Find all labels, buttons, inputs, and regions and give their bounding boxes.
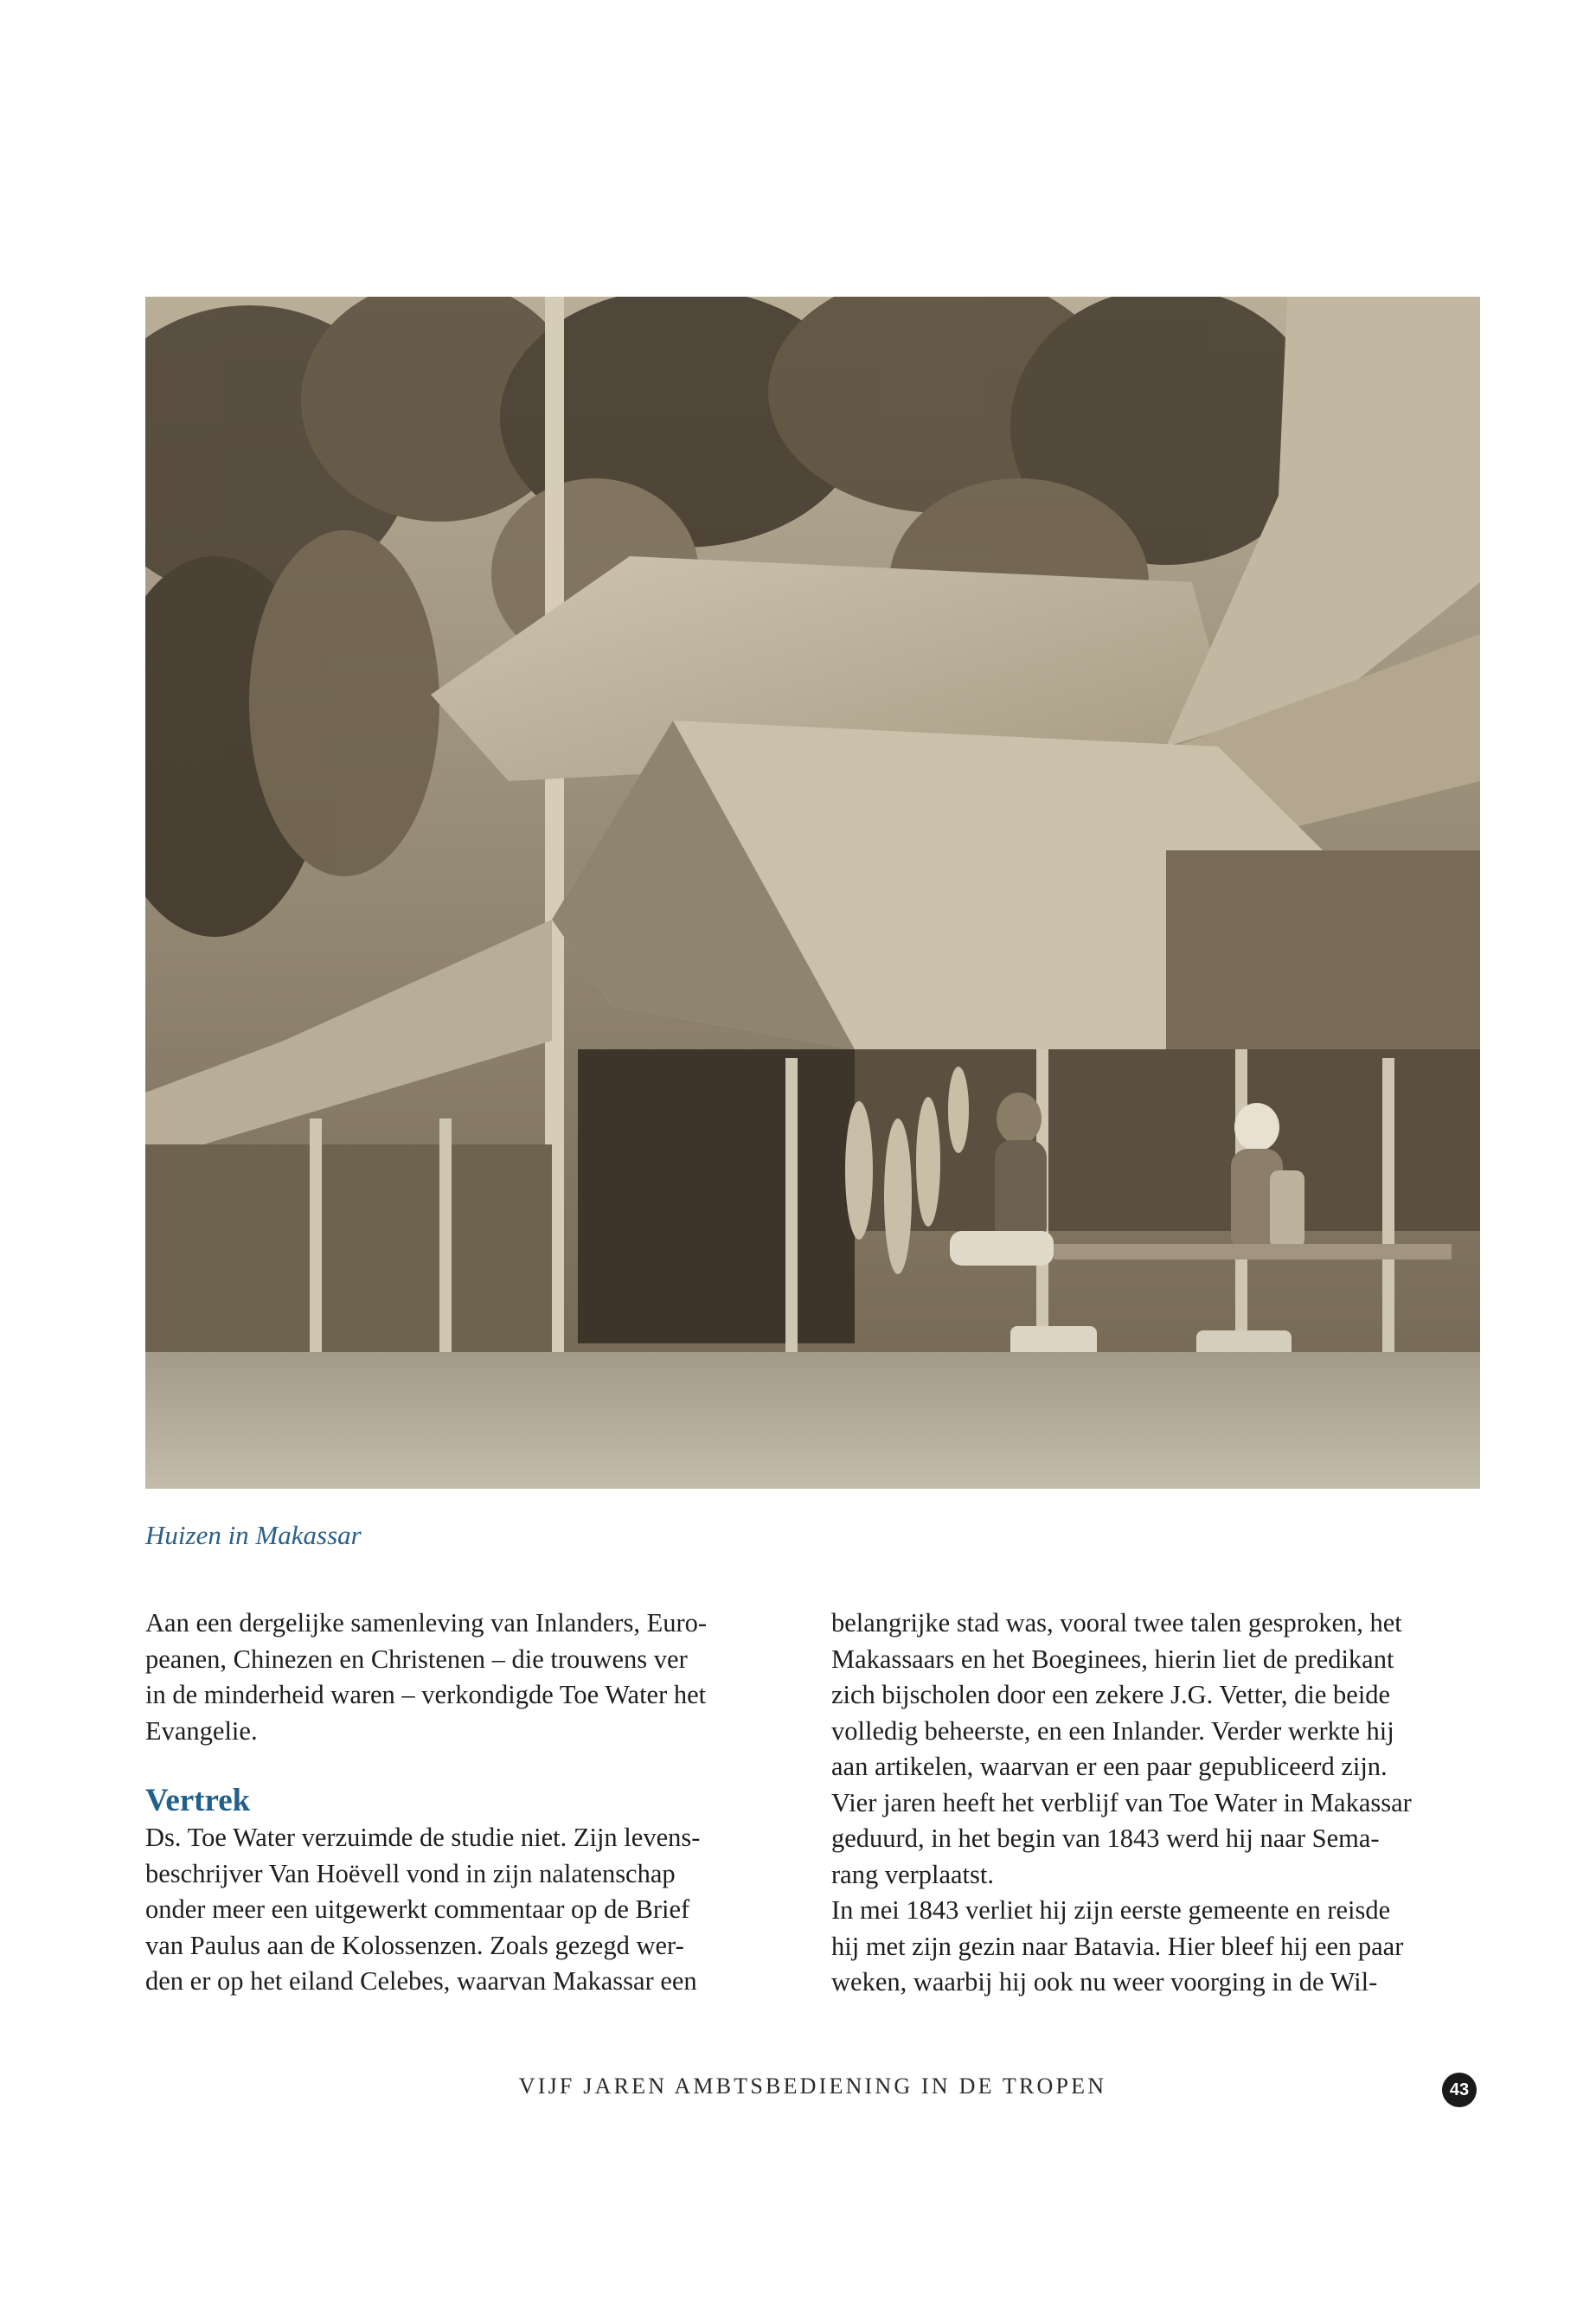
photo-houses-makassar: [145, 297, 1480, 1489]
text-column-left: [145, 1606, 796, 2000]
body-paragraph: Aan een dergelijke samenleving van Inlanders, Euro- peanen, Chinezen en Christenen – die trouwens ver in de minderheid waren – verkondigde Toe Water het Evangelie.: [145, 1608, 708, 1746]
body-paragraph: Ds. Toe Water verzuimde de studie niet. Zijn levens- beschrijver Van Hoëvell vond in zijn nalatenschap onder meer een uitgewerkt commentaar op de Brief van Paulus aan de Kolossenzen. Zoals gezegd wer- den er op het eiland Celebes, waarvan Makassar een: [145, 1823, 701, 1996]
photo-wall-left: [145, 1144, 552, 1352]
section-heading: Vertrek: [145, 1783, 251, 1818]
photo-bench: [1054, 1244, 1452, 1259]
text-column-right: [831, 1606, 1482, 2001]
running-footer-title: VIJF JAREN AMBTSBEDIENING IN DE TROPEN: [518, 2073, 1107, 2099]
body-paragraph: In mei 1843 verliet hij zijn eerste gemeente en reisde hij met zijn gezin naar Batavia. Hier bleef hij een paar weken, waarbij hij ook nu weer voorging in de Wil-: [831, 1895, 1404, 1997]
photo-road: [145, 1352, 1480, 1489]
photo-caption: Huizen in Makassar: [145, 1520, 362, 1550]
page-number: 43: [1442, 2073, 1477, 2107]
body-paragraph: belangrijke stad was, vooral twee talen gesproken, het Makassaars en het Boeginees, hierin liet de predikant zich bijscholen door een zekere J.G. Vetter, die beide volledig beheerste, en een Inlander. Verder werkte hij aan artikelen, waarvan er een paar gepubliceerd zijn. Vier jaren heeft het verblijf van Toe Water in Makassar geduurd, in het begin van 1843 werd hij naar Sema- rang verplaatst.: [831, 1608, 1412, 1889]
